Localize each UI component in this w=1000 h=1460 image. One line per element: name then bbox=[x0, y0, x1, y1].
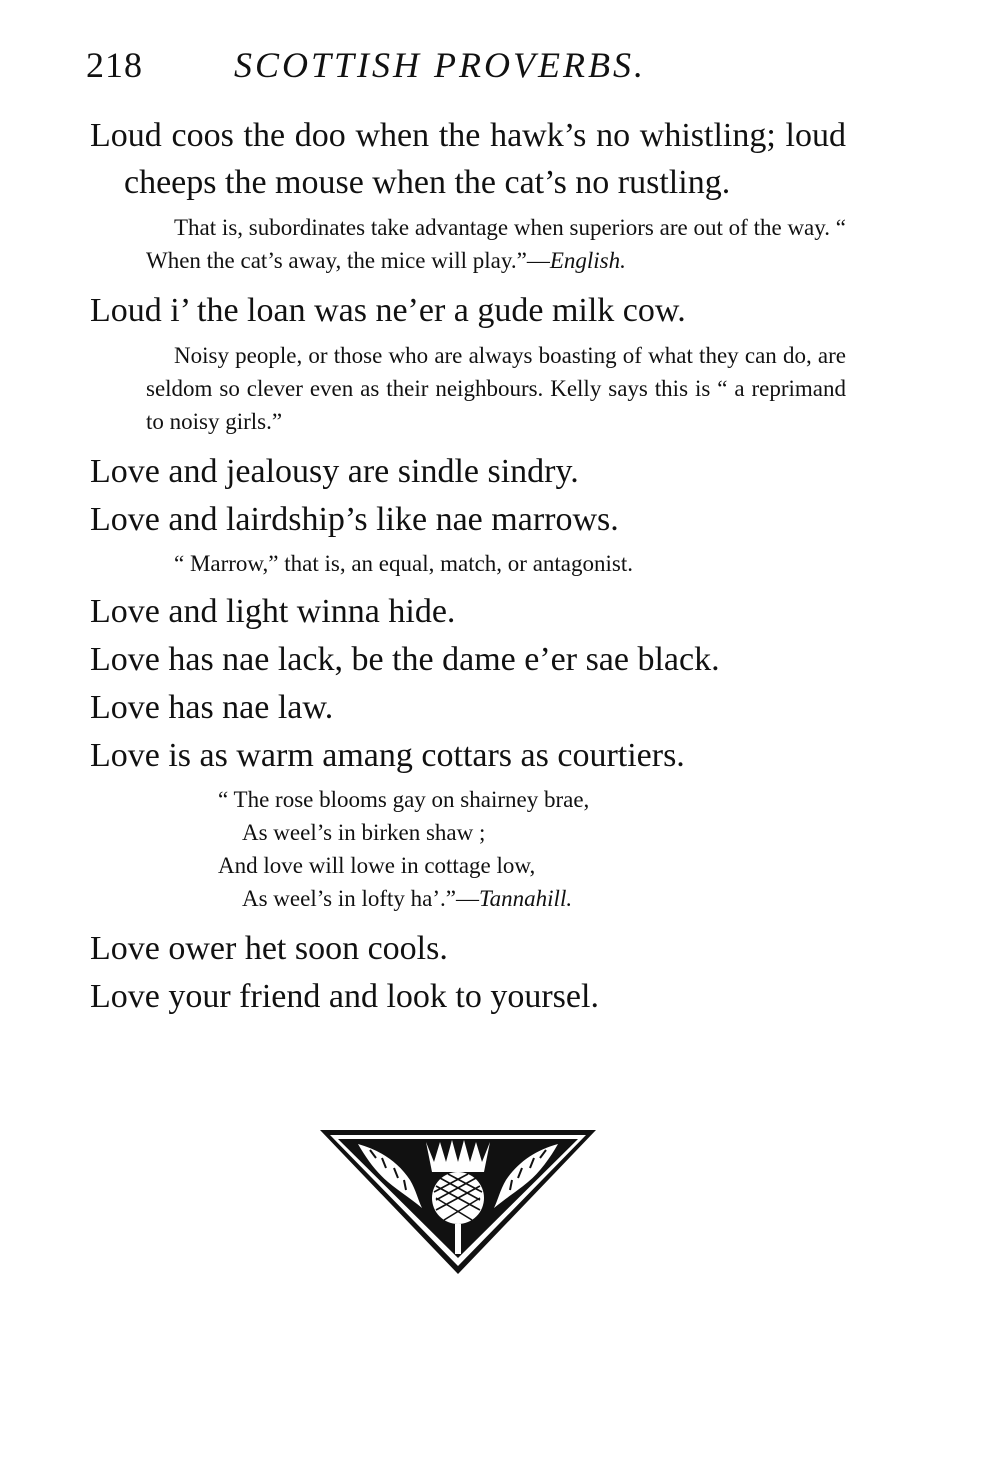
note-text: Noisy people, or those who are always boasting of what they can do, are seldom so clever even as their neighbours. Kelly says this is “ a reprimand to noisy girls.” bbox=[146, 343, 846, 434]
verse-line bbox=[218, 882, 846, 915]
running-head-title: SCOTTISH PROVERBS. bbox=[234, 45, 646, 85]
thistle-triangle-ornament-icon bbox=[318, 1128, 598, 1276]
proverb-note: “ Marrow,” that is, an equal, match, or antagonist. bbox=[174, 551, 634, 576]
proverb: Love has nae law. bbox=[90, 689, 334, 726]
verse-quotation bbox=[218, 783, 846, 915]
proverb: Love and light winna hide. bbox=[90, 593, 456, 630]
verse-source: Tannahill. bbox=[478, 886, 573, 911]
proverb: Love ower het soon cools. bbox=[90, 930, 448, 967]
verse-line-text: As weel’s in lofty ha’.”— bbox=[242, 886, 479, 911]
proverb: Love and lairdship’s like nae marrows. bbox=[90, 501, 619, 538]
proverb: Love has nae lack, be the dame e’er sae black. bbox=[90, 641, 720, 678]
proverb-list bbox=[90, 112, 846, 1021]
note-source: English. bbox=[549, 248, 626, 273]
proverb: Love your friend and look to yoursel. bbox=[90, 978, 599, 1015]
proverb: Love is as warm amang cottars as courtiers. bbox=[90, 737, 685, 774]
proverb: Loud coos the doo when the hawk’s no whistling; loud cheeps the mouse when the cat’s no rustling. bbox=[90, 117, 846, 201]
verse-line: And love will lowe in cottage low, bbox=[218, 853, 536, 878]
page-number: 218 bbox=[86, 45, 143, 85]
note-text: That is, subordinates take advantage when superiors are out of the way. “ When the cat’s away, the mice will play.”— bbox=[146, 215, 846, 273]
verse-line: “ The rose blooms gay on shairney brae, bbox=[218, 787, 590, 812]
proverb: Loud i’ the loan was ne’er a gude milk cow. bbox=[90, 292, 686, 329]
proverb-note bbox=[146, 339, 846, 438]
proverb-note bbox=[146, 211, 846, 277]
proverb: Love and jealousy are sindle sindry. bbox=[90, 453, 579, 490]
verse-line: As weel’s in birken shaw ; bbox=[242, 820, 486, 845]
running-head bbox=[86, 40, 706, 90]
